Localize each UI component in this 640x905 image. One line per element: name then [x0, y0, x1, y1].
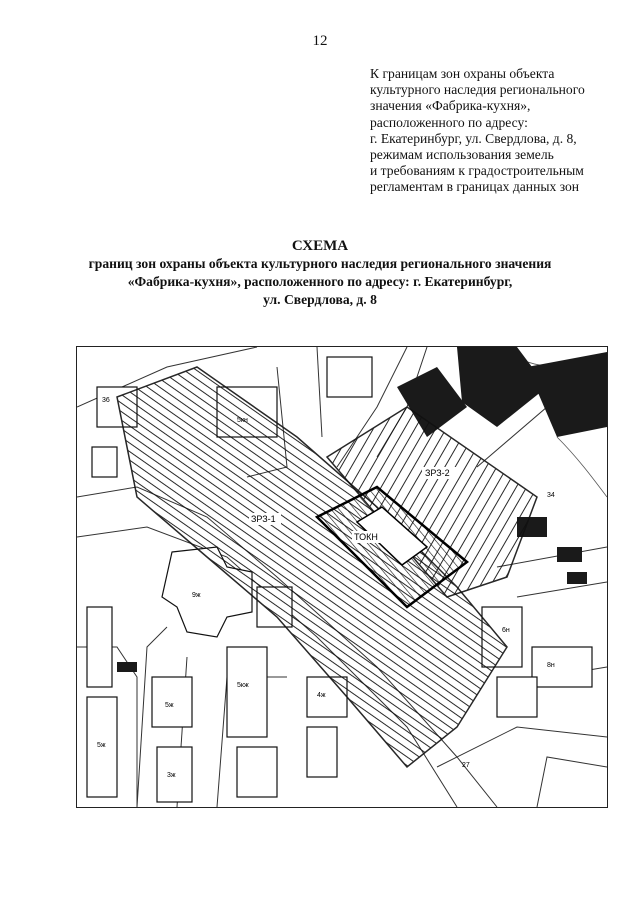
building-label: 5кж — [237, 682, 249, 689]
attachment-line: значения «Фабрика-кухня», — [370, 98, 531, 114]
building-label: 9ж — [192, 592, 201, 599]
attachment-line: режимам использования земель — [370, 147, 554, 163]
building-label: 3ж — [167, 772, 176, 779]
scheme-subtitle-line: границ зон охраны объекта культурного наследия регионального значения — [88, 256, 552, 271]
building-label: 5ж — [97, 742, 106, 749]
building-label: 5ж — [165, 702, 174, 709]
attachment-line: расположенного по адресу: — [370, 114, 528, 130]
zone-label-zrz1: ЗРЗ-1 — [251, 514, 276, 524]
attachment-note — [370, 66, 630, 196]
road-number: 27 — [462, 762, 470, 769]
zone-map — [76, 346, 608, 808]
attachment-line: и требованиям к градостроительным — [370, 163, 584, 179]
page-number: 12 — [312, 33, 328, 49]
building-label: 8н — [547, 662, 555, 669]
building-label: 4ж — [317, 692, 326, 699]
attachment-line: культурного наследия регионального — [370, 82, 585, 98]
zone-label-zrz2: ЗРЗ-2 — [425, 468, 450, 478]
scheme-title-block — [0, 237, 640, 309]
road-number: 34 — [547, 492, 555, 499]
attachment-line: регламентам в границах данных зон — [370, 179, 580, 195]
building-label: 6н — [502, 627, 510, 634]
scheme-title: СХЕМА — [291, 238, 349, 254]
attachment-line: г. Екатеринбург, ул. Свердлова, д. 8, — [370, 130, 577, 146]
attachment-line: К границам зон охраны объекта — [370, 66, 555, 81]
building-label: 5кн — [237, 417, 248, 424]
scheme-subtitle-line: «Фабрика-кухня», расположенного по адресу: г. Екатеринбург, — [127, 274, 513, 289]
zone-label-tokn: ТОКН — [354, 532, 378, 542]
road-number: 36 — [102, 397, 110, 404]
zone-map-drawing — [77, 347, 607, 807]
scheme-subtitle-line: ул. Свердлова, д. 8 — [263, 292, 377, 307]
